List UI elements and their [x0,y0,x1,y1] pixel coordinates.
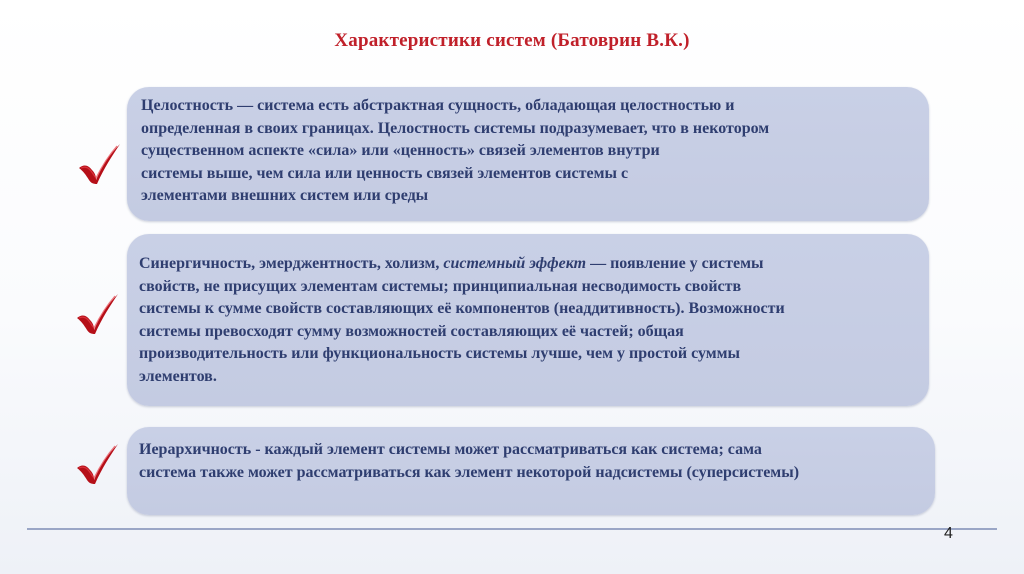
synergy-card [127,234,929,406]
synergy-text-end: — появление у системы свойств, не присущих элементам системы; принципиальная несводимость свойств системы к сумме свойств составляющих её компонентов (неаддитивность). Возможности системы превосходят сумму возможностей составляющих её частей; общая производительность или функциональность системы лучше, чем у простой суммы элементов. [139,255,785,385]
checkmark-icon [74,290,120,336]
synergy-text-start: Синергичность, эмерджентность, холизм, [139,255,444,272]
integrity-text: Целостность — система есть абстрактная сущность, обладающая целостностью и определенная в своих границах. Целостность системы подразумевает, что в некотором существенном аспекте «сила» или «ценность» связей элементов внутри системы выше, чем сила или ценность связей элементов системы с элементами внешних систем или среды [141,97,770,205]
system-effect-term: системный эффект [443,255,587,272]
checkmark-icon [74,440,120,486]
footer-divider [27,528,997,530]
page-number: 4 [944,525,953,542]
hierarchy-text: Иерархичность - каждый элемент системы может рассматриваться как система; сама система также может рассматриваться как элемент некоторой надсистемы (суперсистемы) [139,441,800,481]
synergy-text [127,234,929,389]
checkmark-icon [76,140,122,186]
hierarchy-card [127,427,935,515]
integrity-card [127,87,929,221]
slide-title: Характеристики систем (Батоврин В.К.) [334,30,690,51]
